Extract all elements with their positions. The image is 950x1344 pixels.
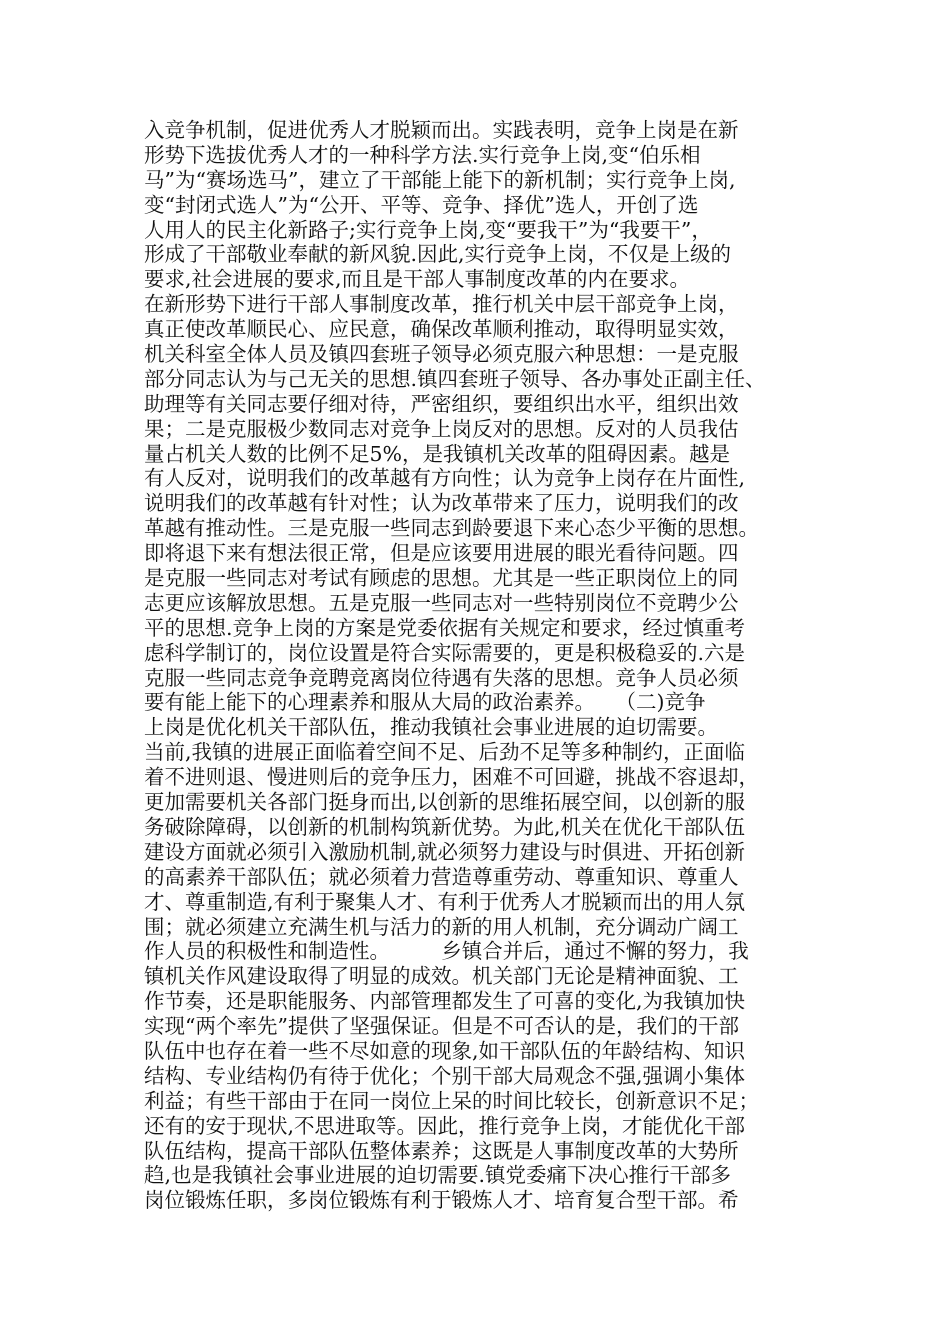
text-line: 利益；有些干部由于在同一岗位上呆的时间比较长，创新意识不足； bbox=[144, 1088, 759, 1113]
text-line: 入竞争机制，促进优秀人才脱颖而出。实践表明，竞争上岗是在新 bbox=[144, 118, 739, 142]
text-line: 平的思想.竞争上岗的方案是党委依据有关规定和要求，经过慎重考 bbox=[144, 615, 746, 640]
text-line: 果；二是克服极少数同志对竞争上岗反对的思想。反对的人员我估 bbox=[144, 416, 739, 441]
text-line: 志更应该解放思想。五是克服一些同志对一些特别岗位不竞聘少公 bbox=[144, 590, 739, 615]
text-line: 在新形势下进行干部人事制度改革，推行机关中层干部竞争上岗， bbox=[144, 292, 739, 317]
text-line: 马”为“赛场选马”，建立了干部能上能下的新机制；实行竞争上岗, bbox=[144, 167, 736, 192]
text-line: 克服一些同志竞争竞聘竞离岗位待遇有失落的思想。竞争人员必须 bbox=[144, 665, 739, 690]
text-line: 队伍结构，提高干部队伍整体素养；这既是人事制度改革的大势所 bbox=[144, 1138, 739, 1163]
text-line: 形势下选拔优秀人才的一种科学方法.实行竞争上岗,变“伯乐相 bbox=[144, 142, 701, 167]
text-line: 真正使改革顺民心、应民意，确保改革顺利推动，取得明显实效， bbox=[144, 317, 739, 342]
text-line: 才、尊重制造,有利于聚集人才、有利于优秀人才脱颖而出的用人氛 bbox=[144, 889, 746, 914]
text-line: 务破除障碍，以创新的机制构筑新优势。为此,机关在优化干部队伍 bbox=[144, 814, 746, 839]
text-line: 围；就必须建立充满生机与活力的新的用人机制，充分调动广阔工 bbox=[144, 914, 739, 939]
text-line: 结构、专业结构仍有待于优化；个别干部大局观念不强,强调小集体 bbox=[144, 1063, 746, 1088]
text-line: 岗位锻炼任职，多岗位锻炼有利于锻炼人才、培育复合型干部。希 bbox=[144, 1188, 739, 1213]
text-line: 镇机关作风建设取得了明显的成效。机关部门无论是精神面貌、工 bbox=[144, 964, 739, 989]
text-line: 形成了干部敬业奉献的新风貌.因此,实行竞争上岗，不仅是上级的 bbox=[144, 242, 732, 267]
text-line: 说明我们的改革越有针对性；认为改革带来了压力，说明我们的改 bbox=[144, 491, 739, 516]
text-line: 即将退下来有想法很正常，但是应该要用进展的眼光看待问题。四 bbox=[144, 541, 739, 566]
text-line: 上岗是优化机关干部队伍，推动我镇社会事业进展的迫切需要。 bbox=[144, 715, 718, 740]
text-line: 变“封闭式选人”为“公开、平等、竞争、择优”选人，开创了选 bbox=[144, 192, 699, 217]
text-line: 机关科室全体人员及镇四套班子领导必须克服六种思想：一是克服 bbox=[144, 342, 739, 367]
text-line: 虑科学制订的，岗位设置是符合实际需要的，更是积极稳妥的.六是 bbox=[144, 640, 746, 665]
text-line: 是克服一些同志对考试有顾虑的思想。尤其是一些正职岗位上的同 bbox=[144, 566, 739, 591]
text-line: 有人反对，说明我们的改革越有方向性；认为竞争上岗存在片面性, bbox=[144, 466, 746, 491]
text-line: 作节奏，还是职能服务、内部管理都发生了可喜的变化,为我镇加快 bbox=[144, 989, 746, 1014]
text-line: 作人员的积极性和制造性。 乡镇合并后，通过不懈的努力，我 bbox=[144, 939, 749, 964]
text-line: 革越有推动性。三是克服一些同志到龄要退下来心态少平衡的思想。 bbox=[144, 516, 759, 541]
text-line: 趋,也是我镇社会事业进展的迫切需要.镇党委痛下决心推行干部多 bbox=[144, 1163, 732, 1188]
text-line: 助理等有关同志要仔细对待，严密组织，要组织出水平，组织出效 bbox=[144, 391, 739, 416]
text-line: 要有能上能下的心理素养和服从大局的政治素养。 （二)竞争 bbox=[144, 690, 706, 715]
text-line: 部分同志认为与己无关的思想.镇四套班子领导、各办事处正副主任、 bbox=[144, 366, 766, 391]
text-line: 还有的安于现状,不思进取等。因此，推行竞争上岗，才能优化干部 bbox=[144, 1113, 746, 1138]
text-line: 人用人的民主化新路子;实行竞争上岗,变“要我干”为“我要干”， bbox=[144, 217, 712, 242]
document-body bbox=[144, 118, 810, 1213]
text-line: 的高素养干部队伍；就必须着力营造尊重劳动、尊重知识、尊重人 bbox=[144, 864, 739, 889]
text-line: 建设方面就必须引入激励机制,就必须努力建设与时俱进、开拓创新 bbox=[144, 839, 746, 864]
text-line: 要求,社会进展的要求,而且是干部人事制度改革的内在要求。 bbox=[144, 267, 691, 292]
text-line: 着不进则退、慢进则后的竞争压力，困难不可回避，挑战不容退却， bbox=[144, 765, 759, 790]
text-line: 当前,我镇的进展正面临着空间不足、后劲不足等多种制约，正面临 bbox=[144, 740, 746, 765]
text-line: 量占机关人数的比例不足5%，是我镇机关改革的阻碍因素。越是 bbox=[144, 441, 731, 466]
text-line: 更加需要机关各部门挺身而出,以创新的思维拓展空间，以创新的服 bbox=[144, 790, 746, 815]
text-line: 实现“两个率先”提供了坚强保证。但是不可否认的是，我们的干部 bbox=[144, 1014, 739, 1039]
text-line: 队伍中也存在着一些不尽如意的现象,如干部队伍的年龄结构、知识 bbox=[144, 1038, 746, 1063]
